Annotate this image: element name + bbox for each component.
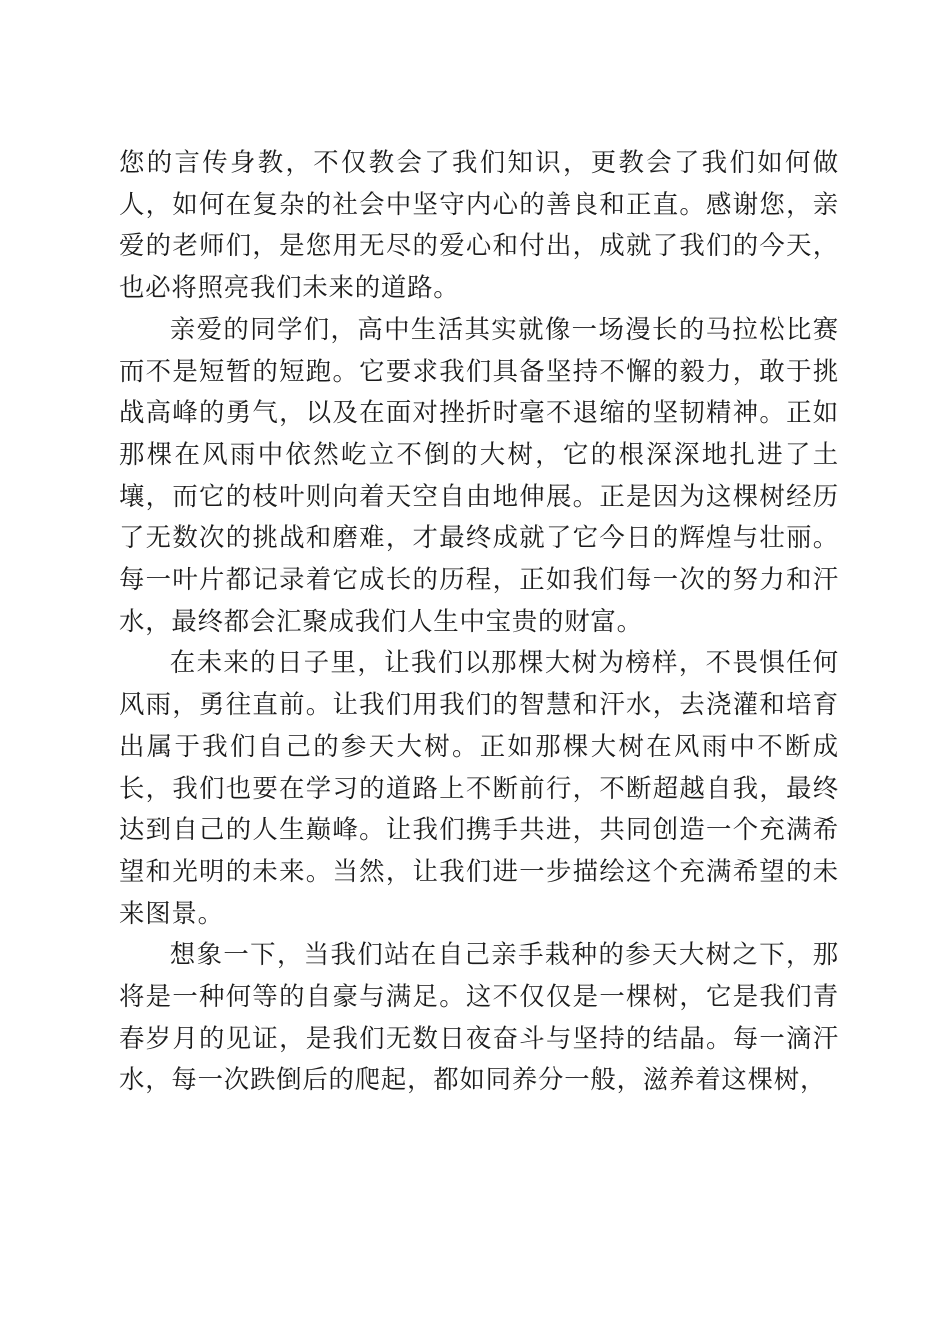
paragraph-4: 想象一下，当我们站在自己亲手栽种的参天大树之下，那将是一种何等的自豪与满足。这不仅仅是一棵树，它是我们青春岁月的见证，是我们无数日夜奋斗与坚持的结晶。每一滴汗水，每一次跌倒后的爬起，都如同养分一般，滋养着这棵树， <box>119 939 839 1095</box>
paragraph-3: 在未来的日子里，让我们以那棵大树为榜样，不畏惧任何风雨，勇往直前。让我们用我们的智慧和汗水，去浇灌和培育出属于我们自己的参天大树。正如那棵大树在风雨中不断成长，我们也要在学习的道路上不断前行，不断超越自我，最终达到自己的人生巅峰。让我们携手共进，共同创造一个充满希望和光明的未来。当然，让我们进一步描绘这个充满希望的未来图景。 <box>119 647 839 928</box>
paragraph-1: 您的言传身教，不仅教会了我们知识，更教会了我们如何做人，如何在复杂的社会中坚守内心的善良和正直。感谢您，亲爱的老师们，是您用无尽的爱心和付出，成就了我们的今天，也必将照亮我们未来的道路。 <box>119 147 839 303</box>
paragraph-2: 亲爱的同学们，高中生活其实就像一场漫长的马拉松比赛而不是短暂的短跑。它要求我们具备坚持不懈的毅力，敢于挑战高峰的勇气，以及在面对挫折时毫不退缩的坚韧精神。正如那棵在风雨中依然屹立不倒的大树，它的根深深地扎进了土壤，而它的枝叶则向着天空自由地伸展。正是因为这棵树经历了无数次的挑战和磨难，才最终成就了它今日的辉煌与壮丽。每一叶片都记录着它成长的历程，正如我们每一次的努力和汗水，最终都会汇聚成我们人生中宝贵的财富。 <box>119 313 839 636</box>
document-body <box>119 142 839 1101</box>
